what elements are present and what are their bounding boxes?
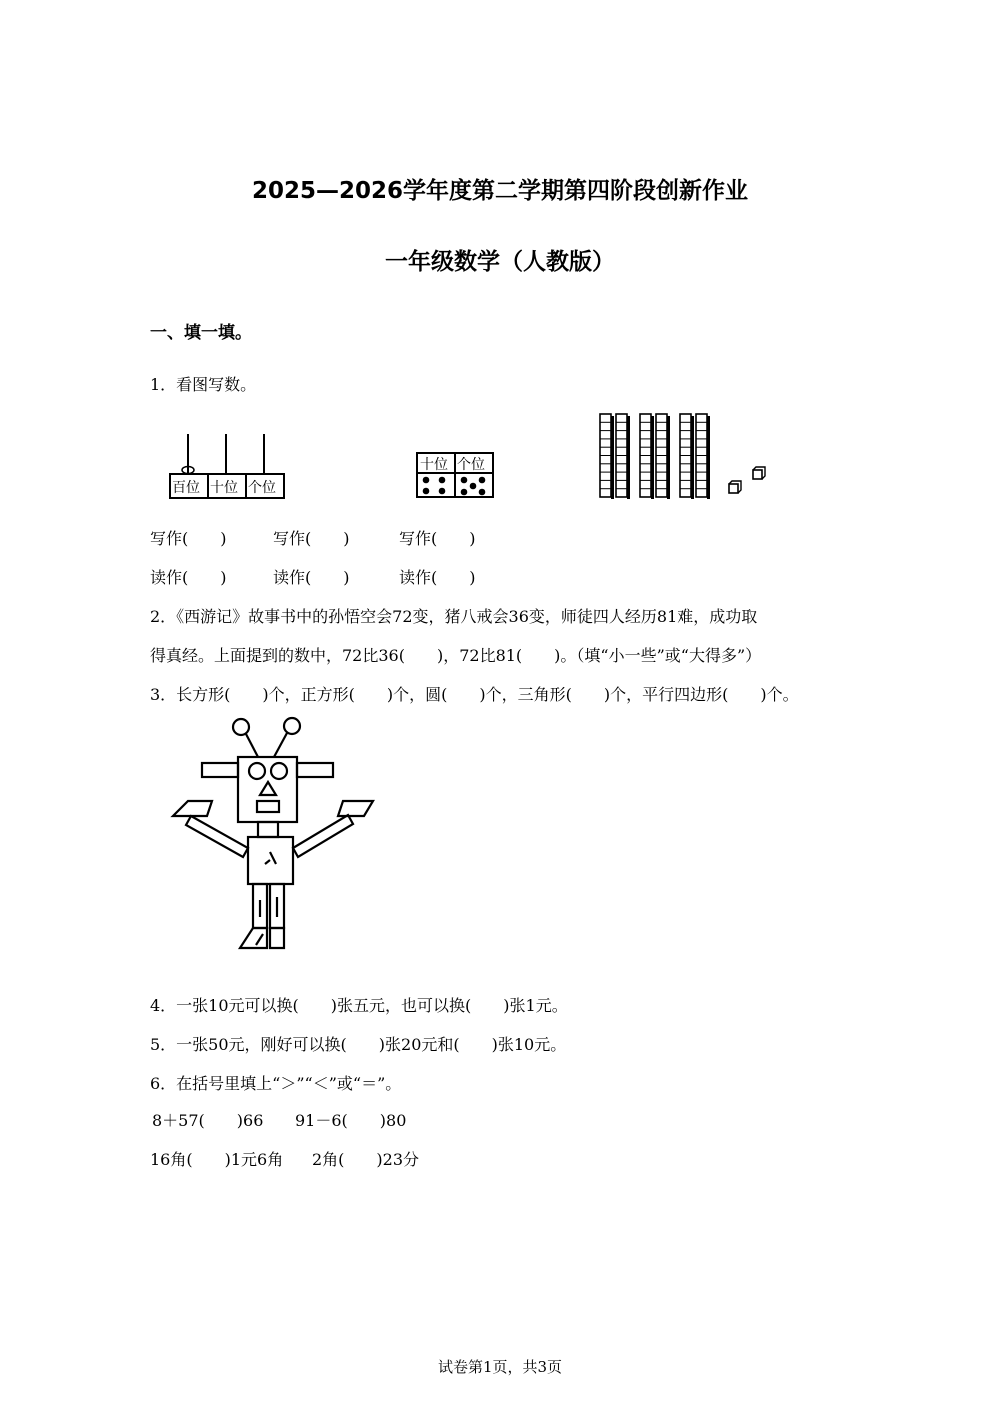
- q5-text: 5．一张50元，刚好可以换( )张20元和( )张10元。: [150, 1035, 567, 1054]
- unit-cube: [729, 481, 741, 493]
- abacus-label-hundreds: 百位: [172, 480, 200, 496]
- read-answer-1: 读作( ): [150, 568, 227, 587]
- ten-rod: [640, 414, 654, 499]
- q6-compare-4: 2角( )23分: [312, 1150, 420, 1169]
- unit-cube: [753, 467, 765, 479]
- table-label-tens: 十位: [420, 457, 448, 473]
- ten-rod: [696, 414, 710, 499]
- q1-prompt: 1．看图写数。: [150, 375, 257, 394]
- write-answer-3: 写作( ): [399, 529, 476, 548]
- abacus-label-tens: 十位: [210, 480, 238, 496]
- ten-rod: [616, 414, 630, 499]
- q4-text: 4．一张10元可以换( )张五元，也可以换( )张1元。: [150, 996, 568, 1015]
- q6-compare-3: 16角( )1元6角: [150, 1150, 284, 1169]
- read-answer-2: 读作( ): [273, 568, 350, 587]
- ten-rod: [680, 414, 694, 499]
- base-ten-blocks: [596, 412, 776, 502]
- write-answer-1: 写作( ): [150, 529, 227, 548]
- robot-figure: [168, 712, 383, 957]
- page-subtitle: 一年级数学（人教版）: [385, 249, 615, 275]
- page-footer: 试卷第1页，共3页: [437, 1358, 563, 1376]
- table-label-ones: 个位: [457, 457, 485, 473]
- read-answer-3: 读作( ): [399, 568, 476, 587]
- q6-compare-1: 8＋57( )66: [152, 1111, 264, 1130]
- q6-compare-2: 91－6( )80: [295, 1111, 407, 1130]
- q2-line1: 2．《西游记》故事书中的孙悟空会72变，猪八戒会36变，师徒四人经历81难，成功取: [150, 607, 758, 626]
- abacus-label-ones: 个位: [248, 480, 276, 496]
- ten-rod: [600, 414, 614, 499]
- ten-rod: [656, 414, 670, 499]
- q3-text: 3．长方形( )个，正方形( )个，圆( )个，三角形( )个，平行四边形( )个。: [150, 685, 799, 704]
- q2-line2: 得真经。上面提到的数中，72比36( )，72比81( )。（填“小一些”或“大得多”）: [150, 646, 762, 665]
- section-heading: 一、填一填。: [150, 323, 252, 343]
- page-title: 2025—2026学年度第二学期第四阶段创新作业: [251, 178, 749, 204]
- write-answer-2: 写作( ): [273, 529, 350, 548]
- q6-text: 6．在括号里填上“＞”“＜”或“＝”。: [150, 1074, 402, 1093]
